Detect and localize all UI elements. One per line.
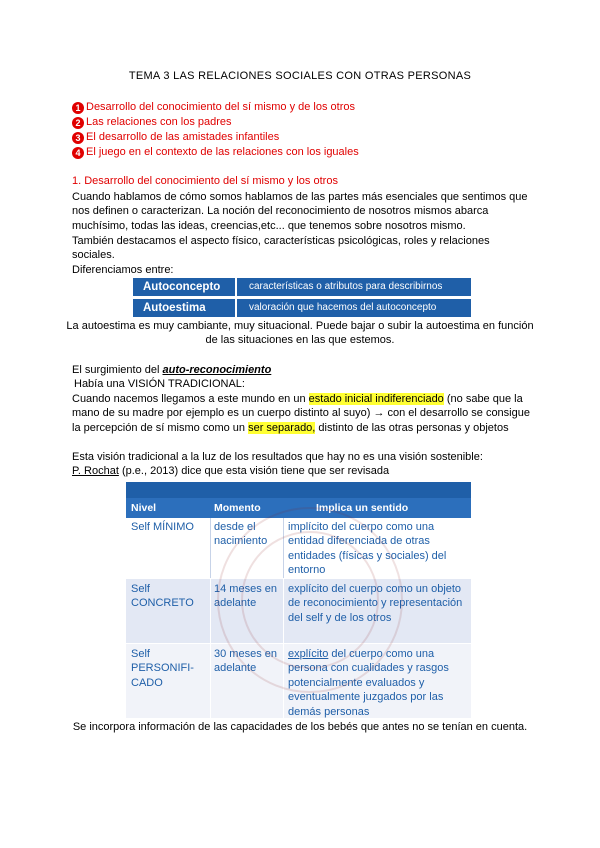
table-header (126, 498, 471, 518)
toc-item (72, 130, 359, 145)
toc-item-label: Las relaciones con los padres (86, 116, 232, 128)
table-header-cell: Momento (214, 502, 261, 514)
self-levels-table (126, 518, 471, 719)
number-badge-icon: 2 (72, 117, 84, 129)
rochat-line (72, 464, 532, 478)
table-cell-momento: 14 meses en adelante (214, 583, 277, 610)
intro-paragraph-2: También destacamos el aspecto físico, características psicológicas, roles y relaciones sociales. (72, 235, 490, 262)
closing-note: Se incorpora información de las capacidades de los bebés que antes no se tenían en cuenta. (72, 721, 528, 733)
revision-line: Esta visión tradicional a la luz de los resultados que hay no es una visión sostenible: (72, 451, 483, 463)
table-of-contents (72, 100, 359, 160)
text-run: distinto de las otras personas y objetos (315, 421, 509, 434)
table-cell-sentido: explícito del cuerpo como un objeto de reconocimiento y representación del self y de los otros (288, 583, 463, 624)
table-row (126, 644, 471, 719)
highlighted-term: ser separado, (248, 421, 316, 434)
diagram-label: Autoestima (133, 299, 235, 317)
diagram-description: valoración que hacemos del autoconcepto (235, 299, 471, 317)
highlighted-term: estado inicial indiferenciado (308, 393, 444, 405)
table-row (126, 579, 471, 644)
number-badge-icon: 1 (72, 102, 84, 114)
table-cell-momento: 30 meses en adelante (214, 648, 277, 675)
surgimiento-line (72, 363, 532, 377)
concept-diagram (133, 278, 471, 320)
table-cell-nivel: Self PERSONIFI-CADO (131, 648, 194, 689)
diferenciamos-label: Diferenciamos entre: (72, 264, 174, 276)
table-top-bar (126, 482, 471, 498)
toc-item-label: Desarrollo del conocimiento del sí mismo y de los otros (86, 101, 356, 113)
diagram-row (133, 299, 471, 317)
table-cell-nivel: Self MÍNIMO (131, 521, 194, 533)
toc-item-label: El juego en el contexto de las relaciones con los iguales (86, 146, 359, 158)
table-row (126, 518, 471, 579)
page-title: TEMA 3 LAS RELACIONES SOCIALES CON OTRAS PERSONAS (128, 70, 472, 82)
table-cell-sentido: implícito del cuerpo como una entidad diferenciada de otras entidades (físicas y sociales) del entorno (288, 521, 447, 577)
table-header-cell: Implica un sentido (316, 502, 409, 514)
diagram-row (133, 278, 471, 296)
table-cell-nivel: Self CONCRETO (131, 583, 194, 610)
table-cell-sentido (288, 647, 468, 719)
table-cell-momento: desde el nacimiento (214, 521, 268, 548)
text-run: (no sabe que la mano de su madre por ejemplo es un cuerpo distinto al suyo) → con el desarrollo se consigue la percepción de sí mismo como un (72, 393, 530, 434)
diagram-description: características o atributos para describirnos (235, 278, 471, 296)
autoestima-note: La autoestima es muy cambiante, muy situacional. Puede bajar o subir la autoestima en función de las situaciones en las que estemos. (66, 320, 534, 347)
toc-item (72, 100, 359, 115)
surgimiento-prefix: El surgimiento del (72, 364, 163, 376)
toc-item (72, 115, 359, 130)
author-name: P. Rochat (72, 465, 119, 477)
underlined-term: explícito (288, 648, 329, 660)
vision-tradicional: Había una VISIÓN TRADICIONAL: (74, 378, 245, 390)
number-badge-icon: 4 (72, 147, 84, 159)
section-heading: 1. Desarrollo del conocimiento del sí mismo y los otros (72, 175, 338, 187)
text-run: Cuando nacemos llegamos a este mundo en un (72, 393, 309, 405)
surgimiento-term: auto-reconocimiento (162, 364, 272, 376)
table-header-cell: Nivel (131, 502, 157, 514)
toc-item (72, 145, 359, 160)
traditional-view-paragraph (72, 392, 532, 435)
intro-paragraph: Cuando hablamos de cómo somos hablamos de las partes más esenciales que sentimos que nos definen o caracterizan. La noción del reconocimiento de nosotros mismos abarca muchísimo, todas las ideas, creencias,etc... que tenemos sobre nosotros mismo. (72, 191, 528, 232)
toc-item-label: El desarrollo de las amistades infantiles (86, 131, 280, 143)
text-run: del cuerpo como una persona con cualidades y rasgos potencialmente evaluados y eventualmente juzgados por las demás personas (288, 648, 449, 718)
text-run: (p.e., 2013) dice que esta visión tiene que ser revisada (118, 465, 390, 477)
number-badge-icon: 3 (72, 132, 84, 144)
diagram-label: Autoconcepto (133, 278, 235, 296)
